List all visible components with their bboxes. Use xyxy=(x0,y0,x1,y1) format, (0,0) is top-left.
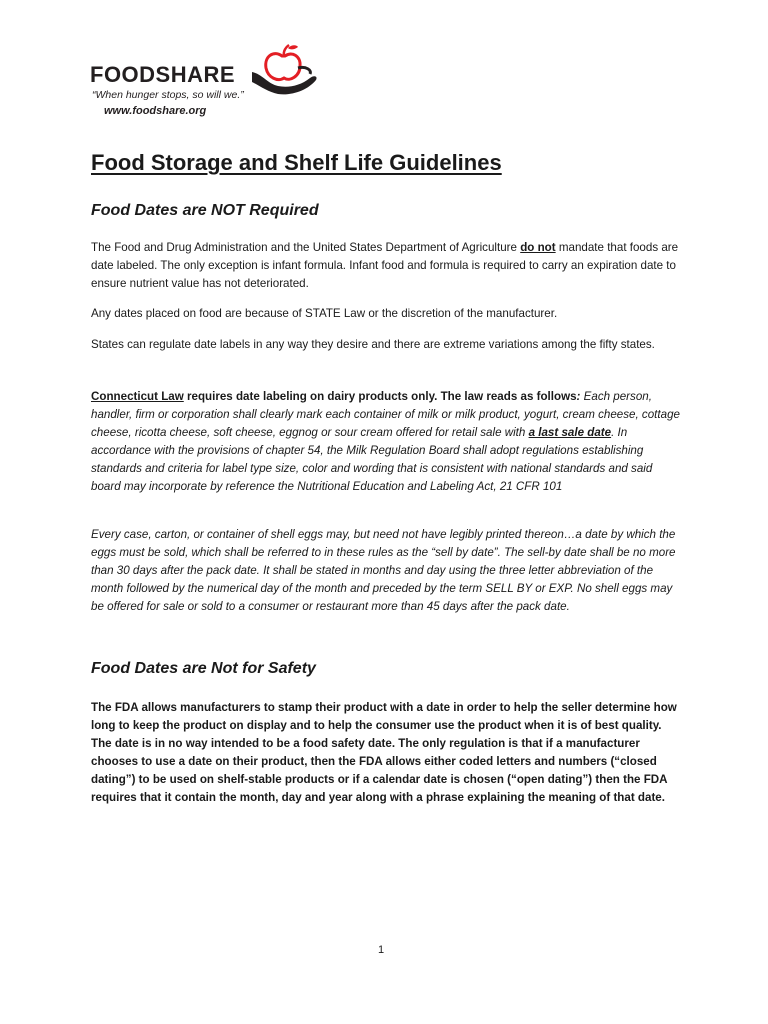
text-segment: : xyxy=(576,390,581,403)
text-segment: . In accordance with the provisions of chapter 54, the Milk Regulation Board shall adopt regulations establishing standards and criteria for label type size, color and wording that is consistent with national standards and said board may incorporate by reference the Nutritional Education and Labeling Act, 21 CFR 101 xyxy=(91,426,653,493)
paragraph-state-law: Any dates placed on food are because of STATE Law or the discretion of the manufacturer. xyxy=(91,307,558,320)
apple-hand-icon xyxy=(252,42,322,97)
page-number: 1 xyxy=(378,944,385,956)
text-segment: The Food and Drug Administration and the United States Department of Agriculture xyxy=(91,241,521,254)
emphasis-last-sale-date: a last sale date xyxy=(528,426,612,439)
paragraph-shell-eggs: Every case, carton, or container of shell eggs may, but need not have legibly printed thereon…a date by which the eggs must be sold, which shall be referred to in these rules as the “sell by date”. The sell-by date shall be no more than 30 days after the pack date. It shall be stated in months and day using the three letter abbreviation of the month followed by the numerical day of the month and preceded by the term SELL BY or EXP. No shell eggs may be offered for sale or sold to a consumer or restaurant more than 45 days after the pack date. xyxy=(91,528,676,613)
paragraph-federal-mandate xyxy=(91,239,681,293)
connecticut-law-label: Connecticut Law xyxy=(91,390,184,403)
paragraph-connecticut-law xyxy=(91,388,681,496)
emphasis-do-not: do not xyxy=(520,241,556,254)
paragraph-fda-dating: The FDA allows manufacturers to stamp their product with a date in order to help the seller determine how long to keep the product on display and to help the consumer use the product when it is of best quality. The date is in no way intended to be a food safety date. The only regulation is that if a manufacturer chooses to use a date on their product, then the FDA allows either coded letters and numbers (“closed dating”) to be used on shelf-stable products or if a calendar date is chosen (“open dating”) then the FDA requires that it contain the month, day and year along with a phrase explaining the meaning of that date. xyxy=(91,701,677,804)
text-segment: mandate that foods are date labeled. The only exception is infant formula. Infant food and formula is required to carry an expiration date to ensure nutrient value has not deteriorated. xyxy=(91,241,679,290)
section-heading-dates-not-safety: Food Dates are Not for Safety xyxy=(91,660,316,677)
section-heading-dates-not-required: Food Dates are NOT Required xyxy=(91,202,319,219)
document-title: Food Storage and Shelf Life Guidelines xyxy=(91,150,502,175)
logo-wordmark: FOODSHARE xyxy=(90,62,236,87)
foodshare-logo xyxy=(90,42,330,122)
logo-tagline: “When hunger stops, so will we.” xyxy=(92,89,244,101)
logo-url: www.foodshare.org xyxy=(104,105,207,117)
text-segment: requires date labeling on dairy products only. The law reads as follows xyxy=(183,390,577,403)
paragraph-state-variation: States can regulate date labels in any way they desire and there are extreme variations among the fifty states. xyxy=(91,338,655,351)
text-segment: Each person, handler, firm or corporation shall clearly mark each container of milk or milk product, yogurt, cream cheese, cottage cheese, ricotta cheese, soft cheese, eggnog or sour cream offered for retail sale with xyxy=(91,390,680,439)
